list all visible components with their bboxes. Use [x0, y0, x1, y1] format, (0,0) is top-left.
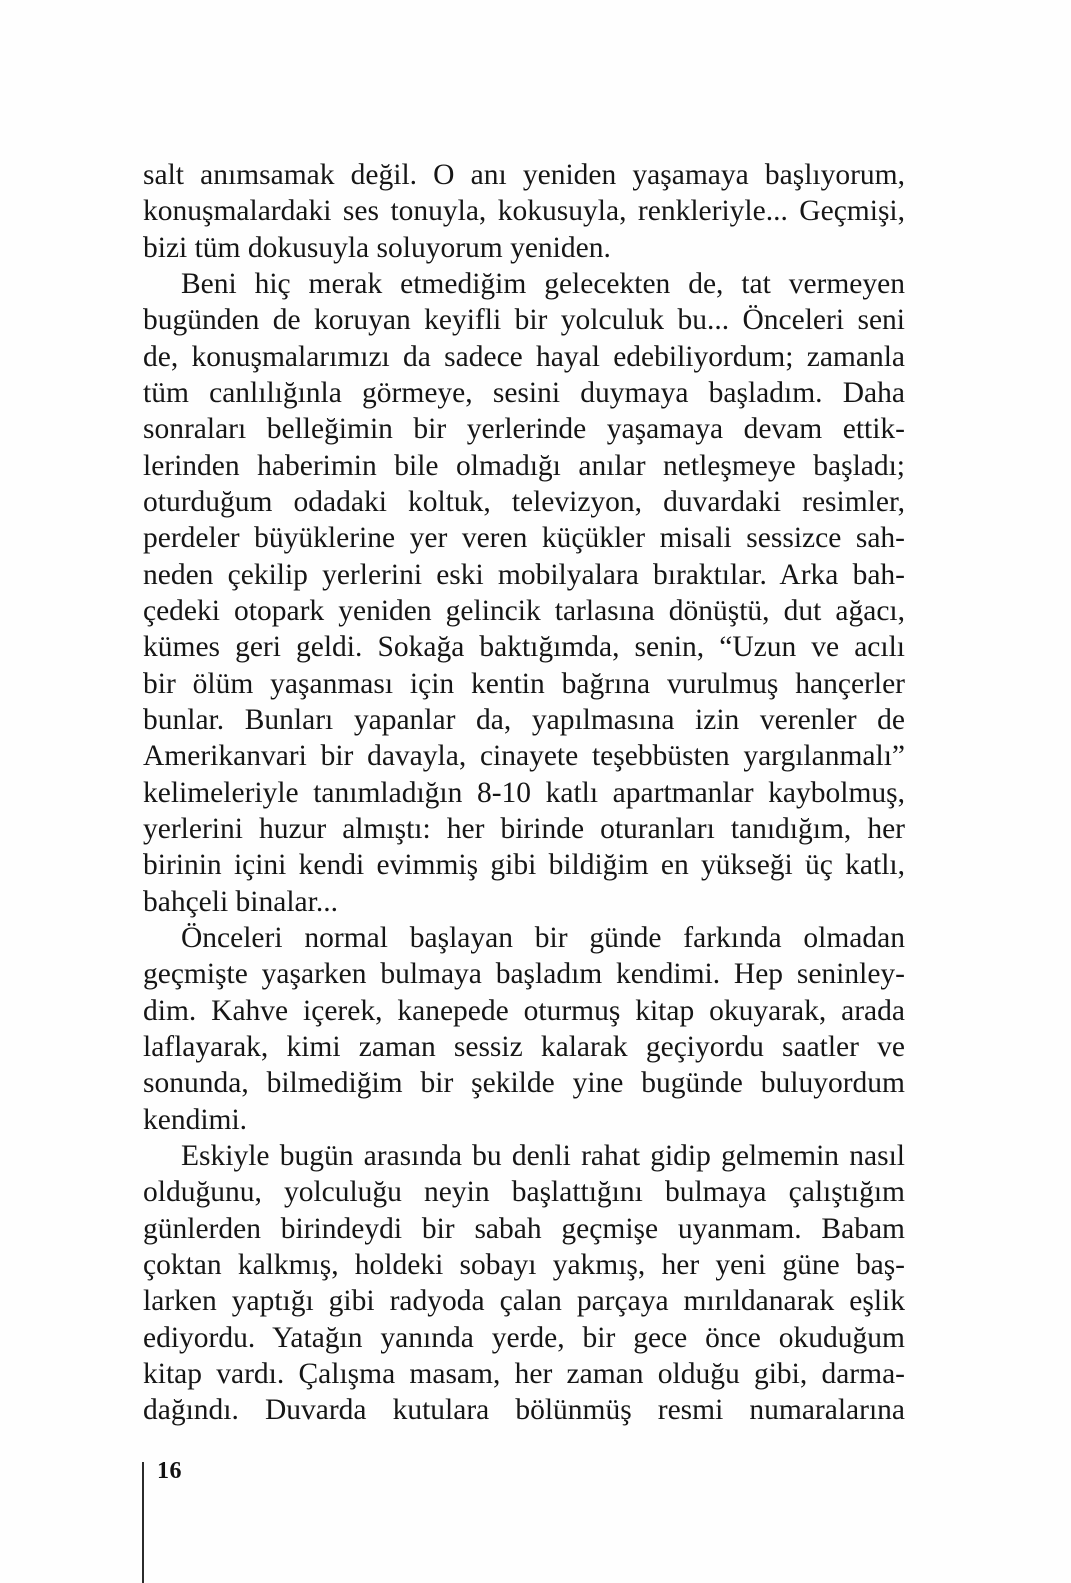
- text-line: çoktan kalkmış, holdeki sobayı yakmış, her yeni güne baş-: [143, 1248, 905, 1281]
- text-line: bizi tüm dokusuyla soluyorum yeniden.: [143, 231, 611, 264]
- text-line: geçmişte yaşarken bulmaya başladım kendimi. Hep seninley-: [143, 958, 905, 991]
- text-line: neden çekilip yerlerini eski mobilyalara bıraktılar. Arka bah-: [143, 558, 905, 591]
- text-line: de, konuşmalarımızı da sadece hayal edebiliyordum; zamanla: [143, 340, 905, 373]
- text-line: perdeler büyüklerine yer veren küçükler misali sessizce sah-: [143, 522, 905, 555]
- footer-rule: [142, 1462, 144, 1583]
- page-number: 16: [157, 1458, 182, 1484]
- text-line: sonraları belleğimin bir yerlerinde yaşamaya devam ettik-: [143, 413, 905, 446]
- text-line: kümes geri geldi. Sokağa baktığımda, senin, “Uzun ve acılı: [143, 631, 905, 664]
- text-line: kendimi.: [143, 1103, 248, 1136]
- text-line: tüm canlılığınla görmeye, sesini duymaya başladım. Daha: [143, 376, 905, 409]
- text-line: kitap vardı. Çalışma masam, her zaman olduğu gibi, darma-: [143, 1357, 905, 1390]
- text-line: bir ölüm yaşanması için kentin bağrına vurulmuş hançerler: [143, 667, 905, 700]
- text-line: oturduğum odadaki koltuk, televizyon, duvardaki resimler,: [143, 485, 905, 518]
- text-line: birinin içini kendi evimmiş gibi bildiğim en yükseği üç katlı,: [143, 849, 905, 882]
- text-line: lerinden haberimin bile olmadığı anılar netleşmeye başladı;: [143, 449, 905, 482]
- text-line: günlerden birindeydi bir sabah geçmişe uyanmam. Babam: [143, 1212, 905, 1245]
- text-line: bugünden de koruyan keyifli bir yolculuk bu... Önceleri seni: [143, 304, 905, 337]
- page-text: [143, 157, 905, 1428]
- text-line: dağındı. Duvarda kutulara bölünmüş resmi numaralarına: [143, 1394, 905, 1427]
- text-line: olduğunu, yolculuğu neyin başlattığını bulmaya çalıştığım: [143, 1176, 905, 1209]
- text-line: laflayarak, kimi zaman sessiz kalarak geçiyordu saatler ve: [143, 1030, 905, 1063]
- text-line: Önceleri normal başlayan bir günde farkında olmadan: [181, 921, 905, 954]
- text-line: Beni hiç merak etmediğim gelecekten de, tat vermeyen: [181, 267, 905, 300]
- text-line: bunlar. Bunları yapanlar da, yapılmasına izin verenler de: [143, 703, 905, 736]
- text-line: Eskiyle bugün arasında bu denli rahat gidip gelmemin nasıl: [181, 1139, 905, 1172]
- text-line: yerlerini huzur almıştı: her birinde oturanları tanıdığım, her: [143, 812, 905, 845]
- text-line: kelimeleriyle tanımladığın 8-10 katlı apartmanlar kaybolmuş,: [143, 776, 905, 809]
- text-line: Amerikanvari bir davayla, cinayete teşebbüsten yargılanmalı”: [143, 740, 905, 773]
- text-line: salt anımsamak değil. O anı yeniden yaşamaya başlıyorum,: [143, 159, 905, 191]
- text-line: larken yaptığı gibi radyoda çalan parçaya mırıldanarak eşlik: [143, 1285, 905, 1318]
- text-line: sonunda, bilmediğim bir şekilde yine bugünde buluyordum: [143, 1067, 905, 1100]
- text-line: dim. Kahve içerek, kanepede oturmuş kitap okuyarak, arada: [143, 994, 905, 1027]
- text-line: ediyordu. Yatağın yanında yerde, bir gece önce okuduğum: [143, 1321, 905, 1354]
- text-line: bahçeli binalar...: [143, 885, 338, 918]
- text-line: konuşmalardaki ses tonuyla, kokusuyla, renkleriyle... Geçmişi,: [143, 195, 905, 228]
- text-line: çedeki otopark yeniden gelincik tarlasına dönüştü, dut ağacı,: [143, 594, 905, 627]
